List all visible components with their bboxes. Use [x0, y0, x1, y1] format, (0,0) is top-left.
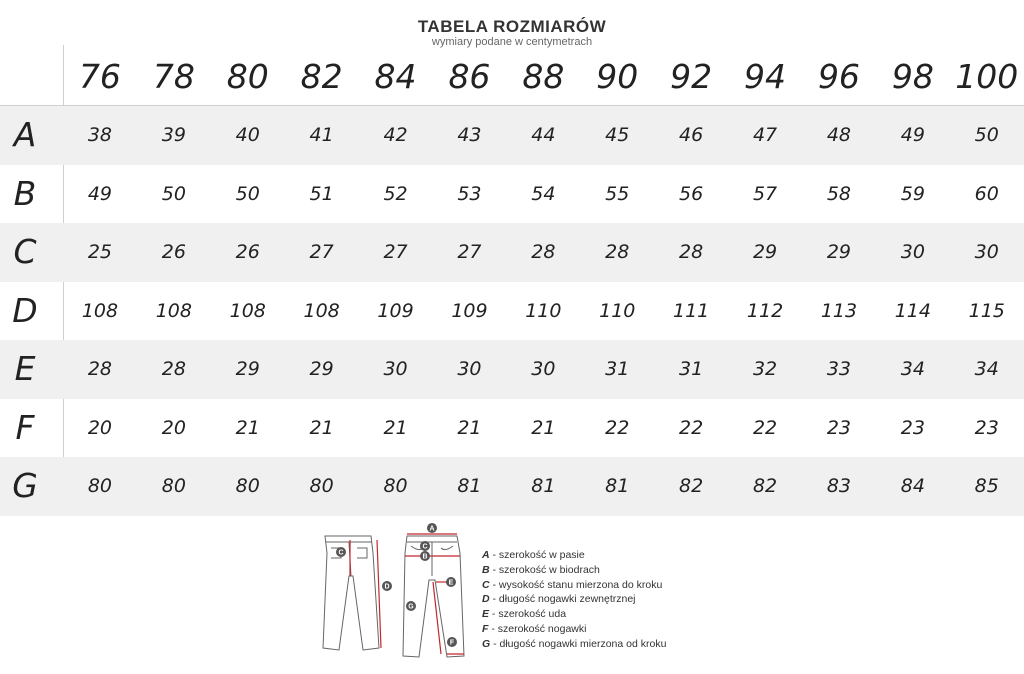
size-column-header: 82	[300, 57, 343, 96]
legend-text: - szerokość uda	[489, 608, 567, 621]
table-row	[0, 282, 1024, 341]
table-cell: 56	[679, 182, 704, 205]
table-cell: 81	[605, 475, 630, 497]
size-column-header: 84	[374, 57, 417, 96]
row-label: B	[13, 173, 37, 213]
legend-key: C	[482, 578, 490, 591]
table-cell: 27	[309, 241, 334, 263]
table-row	[0, 165, 1024, 224]
table-cell: 25	[87, 241, 113, 263]
row-label: G	[12, 466, 38, 505]
legend-text: - długość nogawki mierzona od kroku	[490, 637, 667, 650]
table-cell: 21	[383, 416, 408, 439]
table-cell: 27	[383, 241, 408, 263]
table-cell: 42	[383, 124, 408, 146]
size-column-header: 80	[226, 57, 269, 96]
table-cell: 108	[229, 299, 266, 322]
table-cell: 30	[900, 241, 925, 263]
table-cell: 81	[531, 475, 556, 497]
size-column-header: 78	[152, 57, 195, 96]
table-cell: 110	[525, 299, 562, 322]
size-column-header: 98	[891, 57, 934, 96]
legend-key: G	[482, 637, 491, 650]
diagram-marker: E	[448, 579, 454, 587]
table-cell: 84	[900, 475, 925, 497]
legend-item	[482, 563, 666, 578]
table-cell: 85	[974, 475, 999, 497]
legend-item	[482, 607, 666, 622]
table-cell: 40	[235, 124, 260, 146]
table-cell: 108	[155, 299, 192, 322]
table-cell: 53	[457, 182, 482, 205]
table-cell: 46	[679, 124, 704, 146]
row-label: D	[12, 290, 38, 330]
legend-text: - szerokość w pasie	[489, 549, 585, 561]
page-title: TABELA ROZMIARÓW	[417, 17, 607, 36]
table-cell: 113	[820, 299, 858, 322]
table-cell: 21	[531, 416, 556, 439]
table-cell: 34	[900, 358, 925, 380]
table-cell: 50	[235, 182, 260, 205]
size-column-header: 94	[744, 57, 787, 96]
table-cell: 28	[87, 358, 113, 380]
table-row	[0, 399, 1024, 458]
table-row	[0, 223, 1024, 282]
table-cell: 22	[752, 416, 778, 439]
legend-item	[482, 592, 666, 607]
table-cell: 47	[752, 124, 778, 146]
table-cell: 80	[87, 475, 113, 497]
table-cell: 31	[679, 358, 704, 380]
table-row	[0, 106, 1024, 165]
table-cell: 20	[87, 416, 113, 439]
table-cell: 83	[826, 475, 852, 497]
table-cell: 51	[309, 182, 334, 205]
table-cell: 28	[605, 241, 630, 263]
trousers-diagram	[315, 518, 475, 663]
table-cell: 108	[81, 299, 119, 322]
table-cell: 82	[752, 475, 778, 497]
table-cell: 29	[826, 241, 852, 263]
diagram-marker: F	[449, 639, 455, 647]
size-column-header: 96	[817, 57, 860, 96]
size-column-header: 92	[670, 57, 713, 96]
table-cell: 49	[900, 124, 925, 146]
table-cell: 43	[457, 124, 482, 146]
table-cell: 23	[826, 416, 852, 439]
legend-text: - długość nogawki zewnętrznej	[489, 593, 636, 606]
table-cell: 110	[599, 299, 636, 322]
table-cell: 28	[531, 241, 556, 263]
table-cell: 34	[974, 358, 999, 380]
legend-item	[482, 637, 666, 652]
legend-text: - szerokość nogawki	[488, 622, 587, 635]
table-cell: 50	[161, 182, 186, 205]
legend-key: F	[482, 622, 489, 635]
table-cell: 108	[303, 299, 340, 322]
table-cell: 109	[377, 299, 414, 322]
legend-key: D	[482, 593, 490, 606]
row-label: C	[13, 232, 37, 271]
table-cell: 80	[309, 475, 334, 497]
legend-text: - szerokość w biodrach	[489, 563, 600, 576]
size-column-header: 90	[596, 57, 639, 96]
table-cell: 28	[161, 358, 186, 380]
table-cell: 80	[235, 475, 260, 497]
table-cell: 39	[161, 124, 186, 146]
table-cell: 26	[235, 241, 260, 263]
table-row	[0, 457, 1024, 516]
diagram-marker: B	[422, 553, 428, 561]
table-cell: 57	[752, 182, 778, 205]
table-cell: 30	[974, 241, 999, 263]
size-column-header: 76	[78, 57, 121, 96]
diagram-marker: C	[422, 543, 428, 551]
table-cell: 27	[457, 241, 482, 263]
table-cell: 32	[752, 358, 778, 380]
table-cell: 55	[605, 182, 630, 205]
table-cell: 29	[235, 358, 260, 380]
legend-item	[482, 622, 666, 637]
table-cell: 21	[457, 416, 482, 439]
table-cell: 33	[826, 358, 852, 380]
legend-item	[482, 578, 666, 593]
table-cell: 31	[605, 358, 630, 380]
table-cell: 30	[383, 358, 408, 380]
table-cell: 21	[235, 416, 260, 439]
table-cell: 21	[309, 416, 334, 439]
legend-item	[482, 548, 666, 563]
table-cell: 49	[87, 182, 113, 205]
diagram-marker: A	[429, 525, 435, 533]
table-cell: 38	[87, 124, 113, 146]
row-label: A	[13, 115, 37, 154]
diagram-marker: D	[384, 583, 390, 591]
table-cell: 29	[752, 241, 778, 263]
row-label: F	[15, 407, 35, 447]
table-cell: 48	[826, 124, 852, 146]
table-cell: 82	[679, 475, 704, 497]
table-cell: 41	[309, 124, 334, 146]
diagram-marker: C	[338, 549, 344, 557]
table-cell: 20	[161, 416, 186, 439]
table-cell: 30	[531, 358, 556, 380]
table-cell: 54	[531, 182, 556, 205]
legend-key: A	[482, 549, 490, 561]
table-cell: 52	[383, 182, 408, 205]
table-cell: 50	[974, 124, 999, 146]
table-cell: 22	[605, 416, 630, 439]
table-cell: 80	[161, 475, 186, 497]
table-cell: 81	[457, 475, 482, 497]
diagram-marker: G	[408, 603, 414, 611]
table-cell: 115	[968, 299, 1005, 322]
table-cell: 60	[974, 182, 999, 205]
table-cell: 28	[679, 241, 704, 263]
table-cell: 58	[826, 182, 852, 205]
table-cell: 109	[451, 299, 488, 322]
table-cell: 59	[900, 182, 925, 205]
table-cell: 23	[900, 416, 925, 439]
table-cell: 111	[673, 299, 710, 322]
table-cell: 44	[531, 124, 556, 146]
table-cell: 45	[605, 124, 630, 146]
table-row	[0, 340, 1024, 399]
legend-text: - wysokość stanu mierzona do kroku	[489, 578, 663, 591]
legend-key: B	[482, 563, 490, 576]
table-cell: 23	[974, 416, 999, 439]
table-cell: 29	[309, 358, 334, 380]
measurement-legend	[482, 548, 666, 652]
size-column-header: 86	[448, 57, 491, 96]
table-cell: 112	[746, 299, 784, 322]
page-subtitle: wymiary podane w centymetrach	[431, 36, 593, 48]
table-cell: 26	[161, 241, 186, 263]
table-cell: 30	[457, 358, 482, 380]
table-cell: 80	[383, 475, 408, 497]
legend-key: E	[482, 608, 490, 621]
size-column-header: 100	[955, 57, 1019, 96]
size-column-header: 88	[522, 57, 565, 96]
table-cell: 22	[679, 416, 704, 439]
table-cell: 114	[894, 299, 931, 322]
row-label: E	[14, 349, 36, 388]
size-header-row	[63, 52, 1024, 102]
